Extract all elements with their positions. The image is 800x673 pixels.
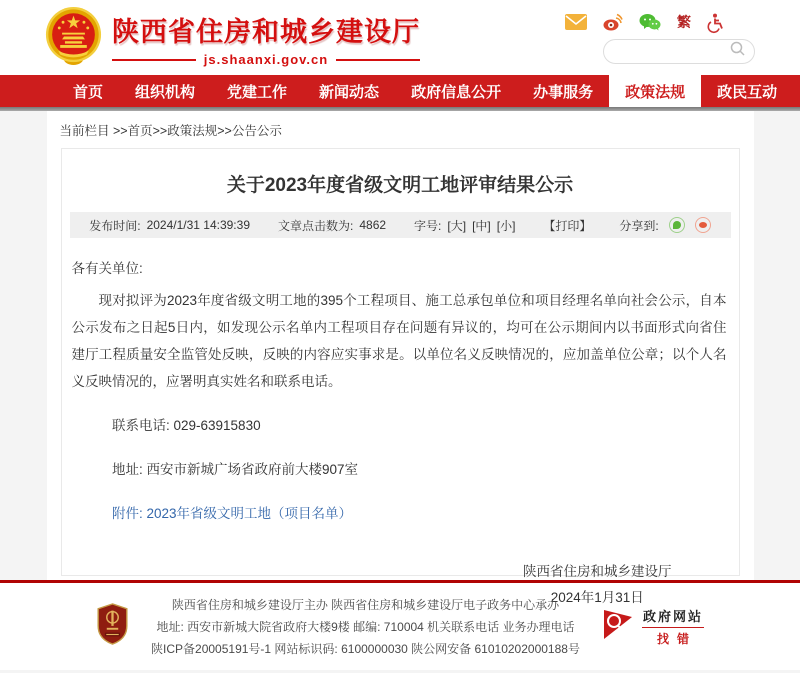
- attachment-line: [72, 500, 727, 527]
- domain-rule-right: [336, 59, 420, 61]
- nav-item-home[interactable]: 首页: [73, 83, 104, 101]
- site-domain-row: [112, 52, 420, 67]
- traditional-chinese-icon[interactable]: 繁: [677, 13, 691, 30]
- article-body: [62, 238, 739, 611]
- site-domain: js.shaanxi.gov.cn: [203, 52, 329, 67]
- search-input[interactable]: [613, 44, 730, 58]
- breadcrumb: [47, 111, 754, 148]
- error-badge-rule: [642, 627, 704, 628]
- breadcrumb-separator: >>: [152, 124, 168, 138]
- error-badge-title: 政府网站: [642, 609, 703, 624]
- share-label: 分享到:: [619, 218, 659, 233]
- share-wechat-icon[interactable]: [669, 217, 685, 233]
- share-weibo-icon[interactable]: [695, 217, 711, 233]
- nav-item-policies-active[interactable]: 政策法规: [609, 75, 701, 107]
- site-title: 陕西省住房和城乡建设厅: [112, 17, 420, 47]
- search-icon[interactable]: [730, 41, 745, 61]
- footer-line-icp: 陕ICP备20005191号-1 网站标识码: 6100000030 陕公网安备 61010202000188号: [151, 641, 580, 656]
- site-error-report-badge[interactable]: [602, 606, 704, 647]
- hits-value: 4862: [359, 218, 387, 232]
- breadcrumb-home[interactable]: 首页: [127, 124, 153, 138]
- nav-item-interaction[interactable]: 政民互动: [717, 83, 778, 101]
- government-badge-icon: [96, 603, 129, 650]
- site-footer: [0, 583, 800, 670]
- national-emblem-icon: [45, 6, 102, 71]
- footer-line-sponsor: 陕西省住房和城乡建设厅主办 陕西省住房和城乡建设厅电子政务中心承办: [171, 597, 560, 612]
- site-header: [0, 0, 800, 75]
- attachment-label: 附件:: [112, 506, 147, 521]
- main-nav: [0, 75, 800, 107]
- breadcrumb-policies[interactable]: 政策法规: [167, 124, 218, 138]
- footer-text: [151, 594, 580, 660]
- fontsize-large-button[interactable]: [大]: [447, 218, 467, 233]
- signature-date: 2024年1月31日: [550, 590, 644, 605]
- signature-org: 陕西省住房和城乡建设厅: [523, 564, 672, 579]
- article-paragraph: 现对拟评为2023年度省级文明工地的395个工程项目、施工总承包单位和项目经理名单向社会公示，自本公示发布之日起5日内，如发现公示名单内工程项目存在问题有异议的，均可在公示期间内以书面形式向省住建厅工程质量安全监管处反映，反映的内容应实事求是。以单位名义反映情况的，应加盖单位公章；以个人名义反映情况的，应署明真实姓名和联系电话。: [71, 293, 727, 389]
- header-tool-icons: [565, 12, 723, 32]
- weibo-icon[interactable]: [603, 13, 623, 31]
- hits-label: 文章点击数为:: [278, 218, 354, 233]
- search-box[interactable]: [603, 39, 755, 64]
- footer-line-address: 地址: 西安市新城大院省政府大楼9楼 邮编: 710004 机关联系电话 业务办理电话: [156, 619, 575, 634]
- nav-item-organization[interactable]: 组织机构: [135, 83, 196, 101]
- breadcrumb-separator: >>: [217, 124, 232, 138]
- article-title: 关于2023年度省级文明工地评审结果公示: [226, 175, 574, 196]
- fontsize-small-button[interactable]: [小]: [496, 218, 516, 233]
- salutation: 各有关单位:: [71, 261, 143, 276]
- nav-item-gov-info[interactable]: 政府信息公开: [411, 83, 502, 101]
- nav-item-services[interactable]: 办事服务: [533, 83, 594, 101]
- fontsize-label: 字号:: [414, 218, 442, 233]
- error-badge-subtitle: 找错: [656, 632, 697, 646]
- mail-icon[interactable]: [565, 14, 587, 30]
- nav-item-news[interactable]: 新闻动态: [319, 83, 380, 101]
- nav-item-party-building[interactable]: 党建工作: [227, 83, 288, 101]
- fontsize-medium-button[interactable]: [中]: [472, 218, 491, 233]
- wechat-icon[interactable]: [639, 13, 661, 31]
- print-button[interactable]: 【打印】: [543, 218, 592, 233]
- phone-line: 联系电话: 029-63915830: [112, 418, 261, 433]
- breadcrumb-label: 当前栏目: [59, 124, 113, 138]
- attachment-link[interactable]: 2023年省级文明工地（项目名单）: [146, 506, 353, 521]
- publish-time-value: 2024/1/31 14:39:39: [146, 218, 250, 232]
- breadcrumb-announcements[interactable]: 公告公示: [231, 124, 282, 138]
- error-report-flag-icon: [602, 606, 636, 647]
- site-brand[interactable]: [45, 4, 420, 71]
- publish-time-label: 发布时间:: [89, 218, 141, 233]
- accessibility-icon[interactable]: [707, 13, 723, 31]
- address-line: 地址: 西安市新城广场省政府前大楼907室: [112, 462, 359, 477]
- domain-rule-left: [112, 59, 196, 61]
- article-meta-bar: [70, 212, 731, 238]
- breadcrumb-separator: >>: [112, 124, 128, 138]
